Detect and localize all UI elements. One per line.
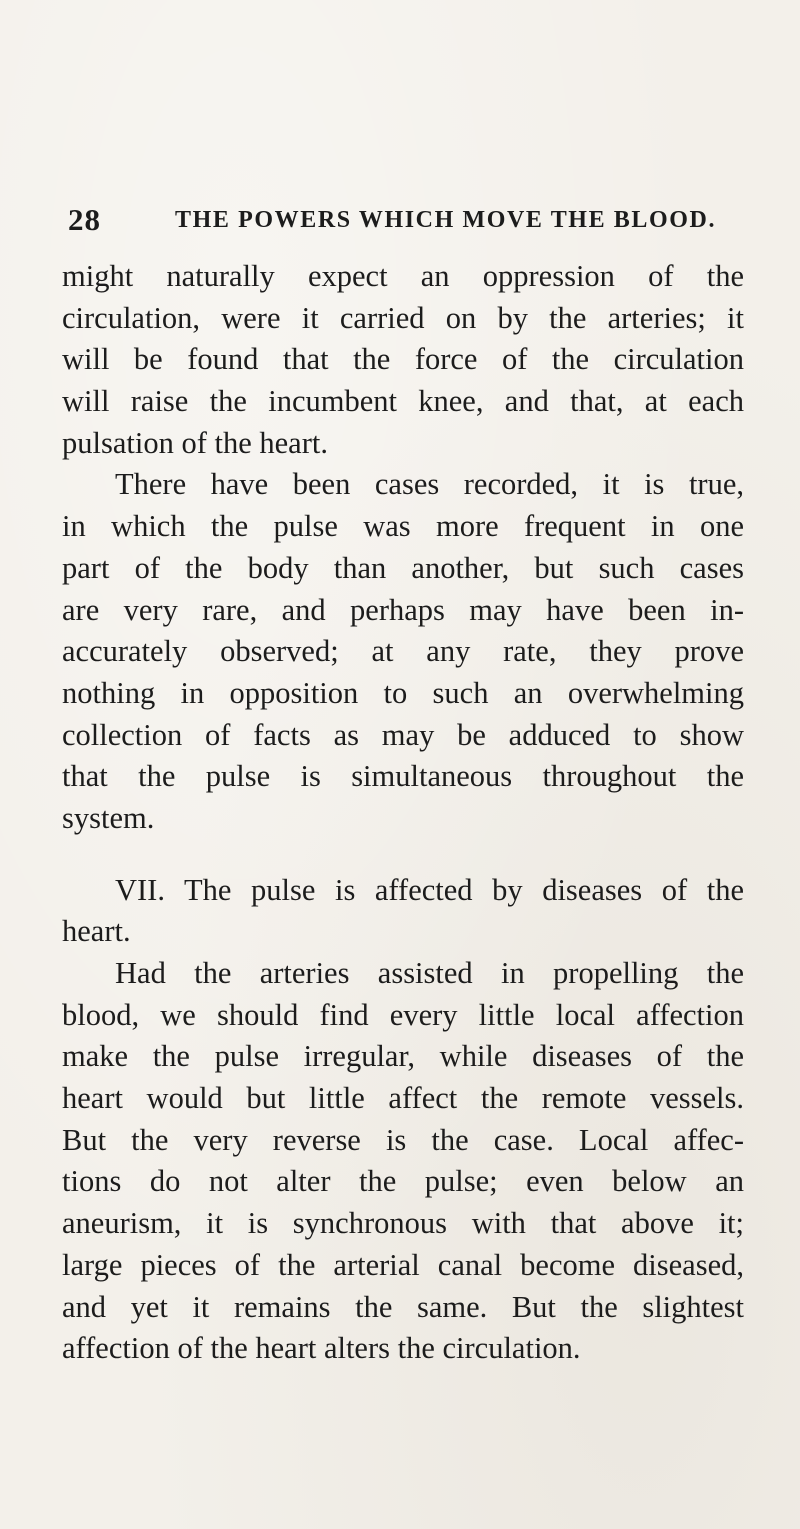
text-line: aneurism, it is synchronous with that above it;: [62, 1206, 744, 1241]
section-gap: [62, 840, 744, 870]
text-line: There have been cases recorded, it is true,: [115, 467, 744, 502]
paragraph: [62, 953, 744, 1370]
page-number: 28: [68, 202, 101, 237]
text-line: VII. The pulse is affected by diseases of the: [115, 872, 744, 907]
text-line: collection of facts as may be adduced to show: [62, 717, 744, 752]
text-line: heart would but little affect the remote vessels.: [62, 1081, 744, 1116]
text-line: tions do not alter the pulse; even below an: [62, 1164, 744, 1199]
paragraph: [62, 464, 744, 839]
text-line: affection of the heart alters the circulation.: [62, 1331, 581, 1366]
running-head: THE POWERS WHICH MOVE THE BLOOD.: [175, 207, 717, 233]
text-line: and yet it remains the same. But the slightest: [62, 1289, 744, 1324]
text-line: nothing in opposition to such an overwhelming: [62, 675, 744, 710]
text-line: might naturally expect an oppression of the: [62, 259, 744, 293]
text-line: pulsation of the heart.: [62, 425, 328, 460]
section-heading: [62, 870, 744, 953]
text-line: circulation, were it carried on by the arteries; it: [62, 300, 744, 335]
paragraph: [62, 256, 744, 464]
text-line: Had the arteries assisted in propelling the: [115, 956, 744, 990]
text-line: heart.: [62, 914, 131, 949]
text-line: part of the body than another, but such cases: [62, 550, 744, 585]
text-line: in which the pulse was more frequent in one: [62, 509, 744, 544]
text-line: system.: [62, 800, 155, 835]
text-line: But the very reverse is the case. Local affec-: [62, 1122, 744, 1157]
text-line: are very rare, and perhaps may have been in-: [62, 592, 744, 627]
text-line: accurately observed; at any rate, they prove: [62, 634, 744, 669]
text-line: make the pulse irregular, while diseases of the: [62, 1039, 744, 1074]
text-line: will raise the incumbent knee, and that, at each: [62, 384, 744, 419]
text-line: will be found that the force of the circulation: [62, 342, 744, 377]
text-line: large pieces of the arterial canal become diseased,: [62, 1247, 744, 1282]
page-header: [68, 200, 730, 240]
text-line: that the pulse is simultaneous throughout the: [62, 759, 744, 794]
body-text: [62, 256, 744, 1370]
text-line: blood, we should find every little local affection: [62, 997, 744, 1032]
